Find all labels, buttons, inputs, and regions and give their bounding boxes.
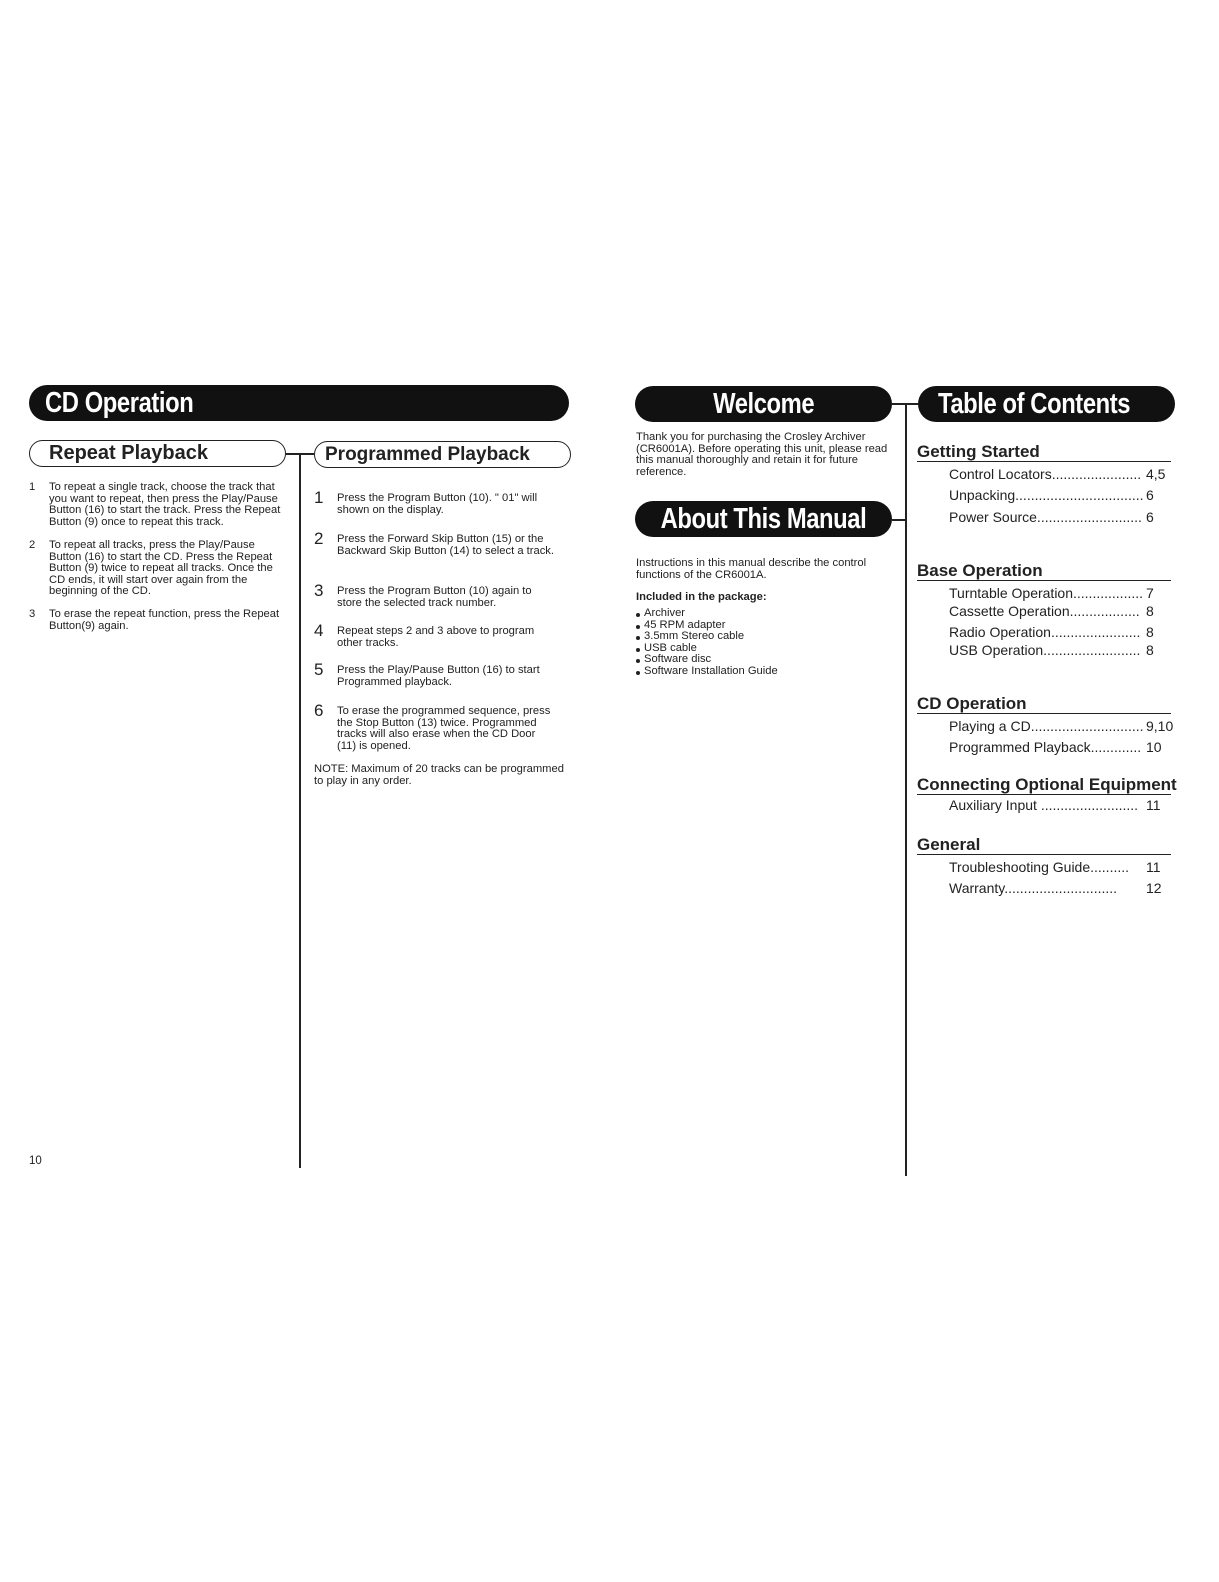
about-manual-banner [635, 501, 892, 537]
list-item: USB cable [636, 643, 886, 655]
toc-heading-cd-operation: CD Operation [917, 694, 1171, 714]
toc-row: USB Operation......................... 8 [949, 642, 1154, 658]
repeat-playback-title: Repeat Playback [49, 442, 208, 464]
toc-row: Unpacking................................. 6 [949, 487, 1154, 503]
toc-row: Turntable Operation.................. 7 [949, 585, 1154, 601]
list-item: Software Installation Guide [636, 666, 886, 678]
column-divider-left [299, 453, 301, 1168]
toc-banner [918, 386, 1175, 422]
about-connector [892, 519, 906, 521]
toc-row: Cassette Operation.................. 8 [949, 603, 1154, 619]
toc-row: Playing a CD............................. 9,10 [949, 718, 1174, 734]
toc-row: Auxiliary Input ......................... 11 [949, 797, 1161, 813]
list-item: Software disc [636, 654, 886, 666]
toc-heading-getting-started: Getting Started [917, 442, 1171, 462]
cd-operation-banner [29, 385, 569, 421]
toc-heading-base-operation: Base Operation [917, 561, 1171, 581]
package-heading: Included in the package: [636, 591, 767, 603]
toc-row: Power Source........................... 6 [949, 509, 1154, 525]
toc-title: Table of Contents [938, 388, 1131, 420]
welcome-banner [635, 386, 892, 422]
toc-row: Radio Operation....................... 8 [949, 624, 1154, 640]
cd-operation-title: CD Operation [45, 387, 194, 419]
toc-row: Control Locators....................... 4,5 [949, 466, 1166, 482]
list-item: Archiver [636, 608, 886, 620]
toc-heading-general: General [917, 835, 1171, 855]
about-text: Instructions in this manual describe the control functions of the CR6001A. [636, 557, 867, 581]
toc-row: Programmed Playback............. 10 [949, 739, 1162, 755]
about-manual-title: About This Manual [660, 503, 867, 535]
column-divider-right [905, 403, 907, 1176]
programmed-note: NOTE: Maximum of 20 tracks can be programmed to play in any order. [314, 763, 564, 787]
toc-row: Warranty............................. 12 [949, 880, 1162, 896]
page-number: 10 [29, 1155, 42, 1167]
welcome-title: Welcome [712, 388, 815, 420]
toc-row: Troubleshooting Guide.......... 11 [949, 859, 1161, 875]
toc-heading-connecting-optional-equipment: Connecting Optional Equipment [917, 775, 1177, 794]
programmed-playback-heading [314, 441, 571, 468]
package-list [636, 608, 886, 678]
welcome-text: Thank you for purchasing the Crosley Archiver (CR6001A). Before operating this unit, please read this manual thoroughly and retain it for future reference. [636, 431, 888, 478]
programmed-playback-title: Programmed Playback [325, 444, 530, 465]
list-item: 3.5mm Stereo cable [636, 631, 886, 643]
list-item: 45 RPM adapter [636, 620, 886, 632]
repeat-playback-heading [29, 440, 286, 467]
